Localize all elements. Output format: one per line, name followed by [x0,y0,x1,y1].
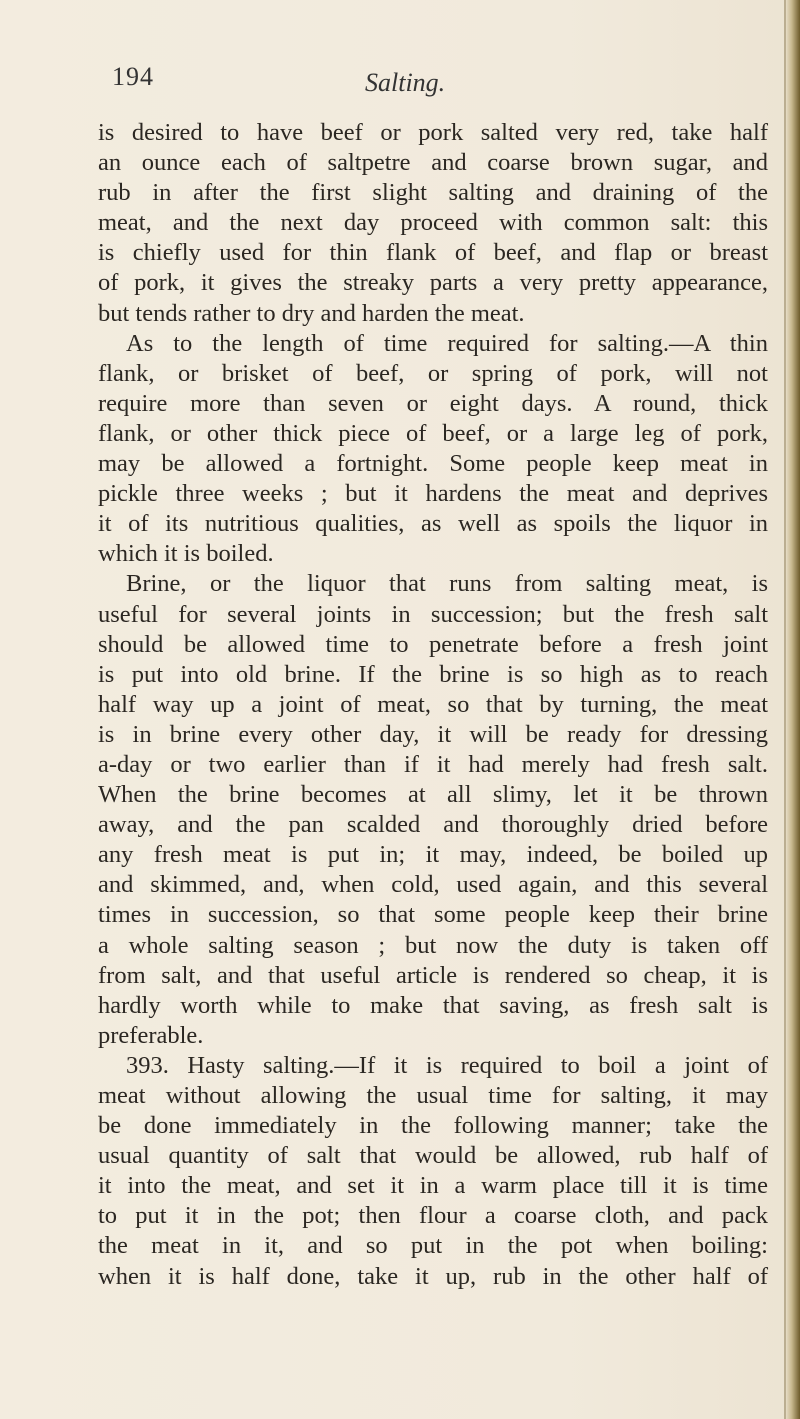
text-line: any fresh meat is put in; it may, indeed, be boiled up [98,841,768,869]
text-line: As to the length of time required for salting.—A thin [126,329,768,357]
text-line: is put into old brine. If the brine is so high as to reach [98,660,768,688]
text-line: useful for several joints in succession; but the fresh salt [98,600,768,628]
text-line: should be allowed time to penetrate before a fresh joint [98,630,768,658]
text-line: an ounce each of saltpetre and coarse brown sugar, and [98,149,768,177]
text-line: but tends rather to dry and harden the meat. [98,299,525,327]
text-line: flank, or brisket of beef, or spring of pork, will not [98,359,768,387]
text-line: usual quantity of salt that would be allowed, rub half of [98,1142,768,1170]
text-line: half way up a joint of meat, so that by turning, the meat [98,690,768,718]
text-line: a whole salting season ; but now the duty is taken off [98,931,768,959]
text-line: meat, and the next day proceed with common salt: this [98,209,768,237]
text-line: a-day or two earlier than if it had merely had fresh salt. [98,750,768,778]
text-line: from salt, and that useful article is rendered so cheap, it is [98,961,768,989]
text-line: is desired to have beef or pork salted very red, take half [98,119,768,146]
text-line: rub in after the first slight salting and draining of the [98,179,768,207]
text-line: times in succession, so that some people keep their brine [98,901,768,929]
text-line: away, and the pan scalded and thoroughly dried before [98,811,768,839]
text-line: flank, or other thick piece of beef, or a large leg of pork, [98,419,768,447]
text-line: preferable. [98,1021,204,1049]
page-header [0,62,800,102]
text-line: be done immediately in the following manner; take the [98,1112,768,1140]
binding-edge [786,0,800,1419]
text-line: is chiefly used for thin flank of beef, and flap or breast [98,239,768,267]
text-line: it of its nutritious qualities, as well as spoils the liquor in [98,510,768,538]
running-head: Salting. [365,68,446,97]
text-line: when it is half done, take it up, rub in the other half of [98,1262,768,1290]
text-line: pickle three weeks ; but it hardens the meat and deprives [98,480,768,508]
text-line: hardly worth while to make that saving, as fresh salt is [98,991,768,1019]
text-line: to put it in the pot; then flour a coarse cloth, and pack [98,1202,768,1230]
text-line: and skimmed, and, when cold, used again, and this several [98,871,768,899]
text-line: the meat in it, and so put in the pot when boiling: [98,1232,768,1260]
text-line: Brine, or the liquor that runs from salting meat, is [126,570,768,598]
body-text [98,118,768,1292]
text-line: may be allowed a fortnight. Some people keep meat in [98,450,768,478]
text-line: is in brine every other day, it will be ready for dressing [98,720,768,748]
text-line: which it is boiled. [98,540,274,568]
text-line: meat without allowing the usual time for salting, it may [98,1082,768,1109]
text-line: When the brine becomes at all slimy, let it be thrown [98,781,768,809]
page-number: 194 [112,62,154,91]
text-line: 393. Hasty salting.—If it is required to boil a joint of [126,1051,768,1079]
text-line: require more than seven or eight days. A round, thick [98,389,768,417]
text-line: it into the meat, and set it in a warm place till it is time [98,1172,768,1200]
text-line: of pork, it gives the streaky parts a very pretty appearance, [98,269,768,297]
